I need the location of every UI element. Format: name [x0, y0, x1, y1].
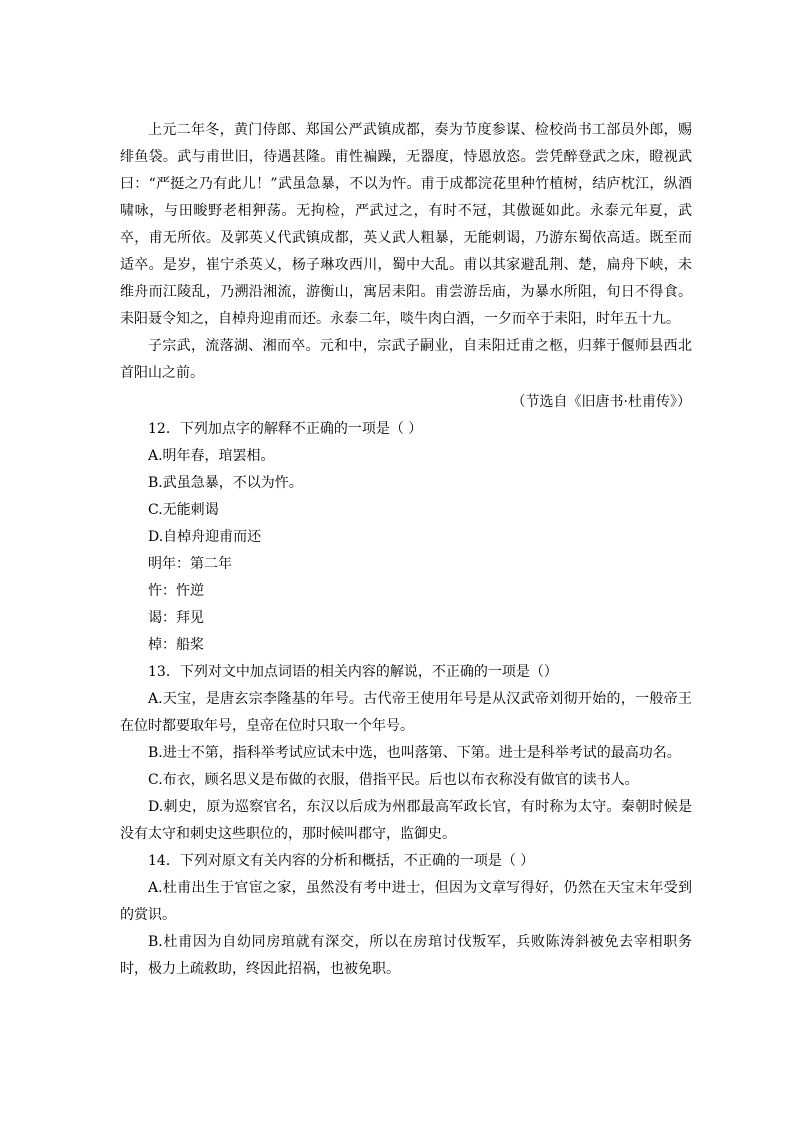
question-14-stem: 14．下列对原文有关内容的分析和概括，不正确的一项是（ ）: [148, 853, 535, 869]
question-13-stem: 13．下列对文中加点词语的相关内容的解说，不正确的一项是（）: [148, 664, 558, 680]
passage-paragraph: 子宗武，流落湖、湘而卒。元和中，宗武子嗣业，自耒阳迁甫之柩，归葬于偃师县西北首阳山之前。: [120, 338, 692, 381]
question-13-option-c: C.布衣，顾名思义是布做的衣服，借指平民。后也以布衣称没有做官的读书人。: [148, 772, 639, 788]
passage-paragraph: 上元二年冬，黄门侍郎、郑国公严武镇成都，奏为节度参谋、检校尚书工部员外郎，赐绯鱼袋。武与甫世旧，待遇甚隆。甫性褊躁，无器度，恃恩放恣。尝凭醉登武之床，瞪视武曰：“严挺之乃有此儿！”武虽急暴，不以为忤。甫于成都浣花里种竹植树，结庐枕江，纵酒啸咏，与田畯野老相狎荡。无拘检，严武过之，有时不冠，其傲诞如此。永泰元年夏，武卒，甫无所依。及郭英乂代武镇成都，英乂武人粗暴，无能刺谒，乃游东蜀依高适。既至而适卒。是岁，崔宁杀英乂，杨子琳攻西川，蜀中大乱。甫以其家避乱荆、楚，扁舟下峡，未维舟而江陵乱，乃溯沿湘流，游衡山，寓居耒阳。甫尝游岳庙，为暴水所阻，旬日不得食。耒阳聂令知之，自棹舟迎甫而还。永泰二年，啖牛肉白酒，一夕而卒于耒阳，时年五十九。: [120, 122, 692, 327]
question-13-option-a: A.天宝，是唐玄宗李隆基的年号。古代帝王使用年号是从汉武帝刘彻开始的，一般帝王在位时都要取年号，皇帝在位时只取一个年号。: [120, 691, 692, 734]
question-14-option-b: B.杜甫因为自幼同房琯就有深交，所以在房琯讨伐叛军，兵败陈涛斜被免去宰相职务时，极力上疏救助，终因此招祸，也被免职。: [120, 934, 692, 977]
question-12-gloss: 忤：忤逆: [148, 583, 204, 599]
question-list: [120, 416, 692, 983]
question-12-option-a: A.明年春，琯罢相。: [148, 448, 275, 464]
question-12-gloss: 谒：拜见: [148, 610, 204, 626]
question-12-option-c: C.无能刺谒: [148, 502, 219, 518]
question-13-option-d: D.刺史，原为巡察官名，东汉以后成为州郡最高军政长官，有时称为太守。秦朝时候是没有太守和刺史这些职位的，那时候叫郡守，监御史。: [120, 799, 692, 842]
question-12-option-b: B.武虽急暴，不以为忤。: [148, 475, 303, 491]
question-13-option-b: B.进士不第，指科举考试应试未中选，也叫落第、下第。进士是科举考试的最高功名。: [148, 745, 681, 761]
question-14-option-a: A.杜甫出生于官宦之家，虽然没有考中进士，但因为文章写得好，仍然在天宝末年受到的赏识。: [120, 880, 692, 923]
reading-passage: [120, 117, 692, 387]
question-12-stem: 12．下列加点字的解释不正确的一项是（ ）: [148, 421, 423, 437]
question-12-gloss: 棹：船桨: [148, 637, 204, 653]
question-12-gloss: 明年：第二年: [148, 556, 232, 572]
question-12-option-d: D.自棹舟迎甫而还: [148, 529, 262, 545]
source-citation: （节选自《旧唐书·杜甫传》）: [511, 394, 691, 410]
